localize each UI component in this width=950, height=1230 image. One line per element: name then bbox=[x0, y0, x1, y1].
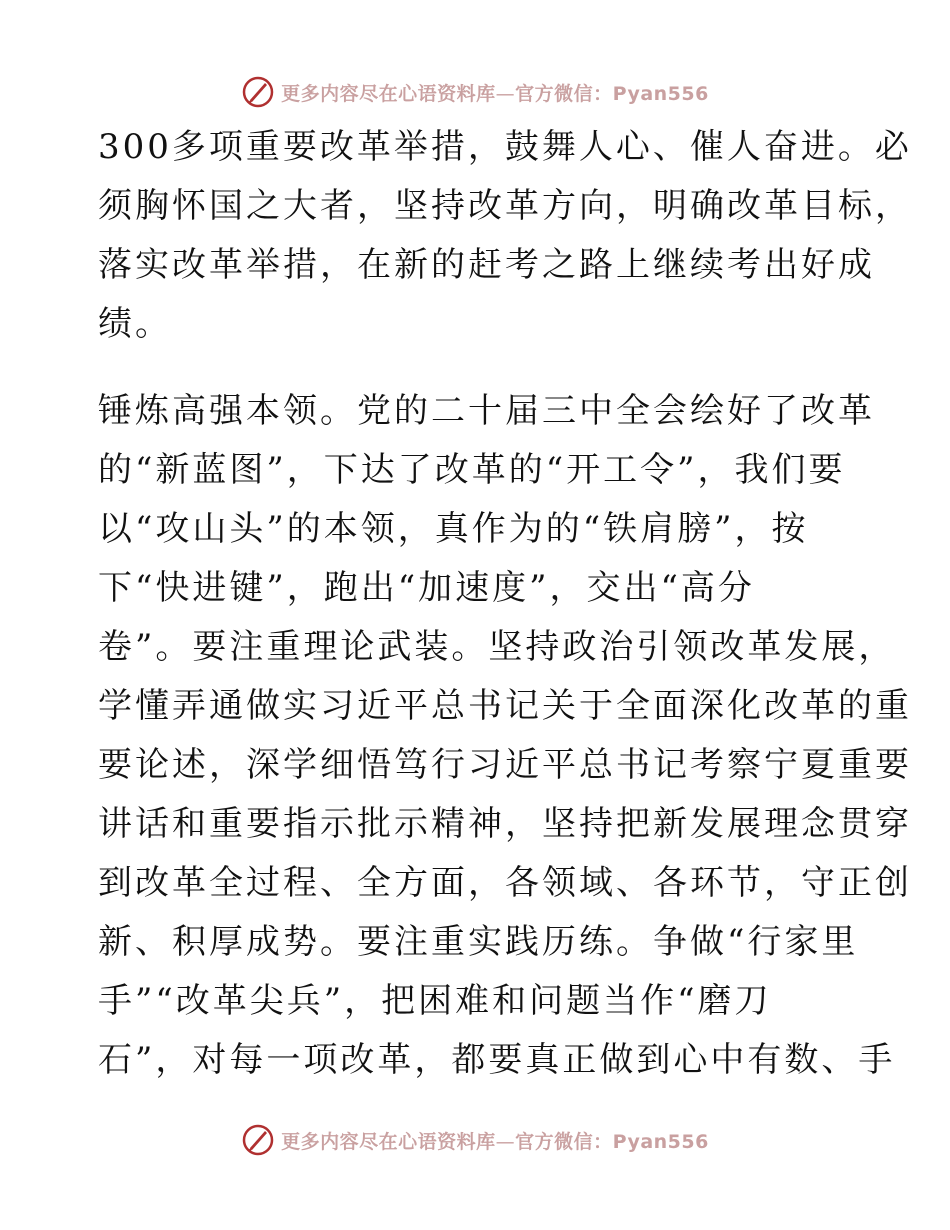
quill-logo-icon bbox=[241, 1123, 275, 1157]
text-line: 的“新蓝图”，下达了改革的“开工令”，我们要 bbox=[98, 450, 846, 490]
banner-text bbox=[281, 1127, 709, 1154]
banner-text bbox=[281, 79, 709, 106]
header-banner bbox=[0, 72, 950, 112]
text-line: 卷”。要注重理论武装。坚持政治引领改革发展， bbox=[98, 627, 896, 667]
text-line: 300多项重要改革举措，鼓舞人心、催人奋进。必 bbox=[98, 127, 912, 167]
text-line: 学懂弄通做实习近平总书记关于全面深化改革的重 bbox=[98, 686, 912, 726]
banner-separator: — bbox=[495, 82, 516, 105]
banner-wechat-id: Pyan556 bbox=[612, 82, 709, 105]
banner-main-text: 更多内容尽在心语资料库 bbox=[281, 82, 496, 105]
text-line: 新、积厚成势。要注重实践历练。争做“行家里 bbox=[98, 922, 859, 962]
text-line: 以“攻山头”的本领，真作为的“铁肩膀”，按 bbox=[98, 509, 809, 549]
banner-separator: — bbox=[495, 1130, 516, 1153]
paragraph-1 bbox=[98, 118, 912, 354]
text-line: 石”，对每一项改革，都要真正做到心中有数、手 bbox=[98, 1040, 896, 1080]
text-line: 到改革全过程、全方面，各领域、各环节，守正创 bbox=[98, 863, 912, 903]
document-body bbox=[98, 118, 912, 1090]
text-line: 要论述，深学细悟笃行习近平总书记考察宁夏重要 bbox=[98, 745, 912, 785]
text-line: 须胸怀国之大者，坚持改革方向，明确改革目标， bbox=[98, 186, 912, 226]
paragraph-gap bbox=[98, 354, 850, 382]
text-line: 下“快进键”，跑出“加速度”，交出“高分 bbox=[98, 568, 755, 608]
banner-main-text: 更多内容尽在心语资料库 bbox=[281, 1130, 496, 1153]
text-line: 锤炼高强本领。党的二十届三中全会绘好了改革 bbox=[98, 391, 875, 431]
banner-official-text: 官方微信： bbox=[515, 1130, 613, 1153]
text-line: 讲话和重要指示批示精神，坚持把新发展理念贯穿 bbox=[98, 804, 912, 844]
quill-logo-icon bbox=[241, 75, 275, 109]
text-line: 手”“改革尖兵”，把困难和问题当作“磨刀 bbox=[98, 981, 772, 1021]
footer-banner bbox=[0, 1120, 950, 1160]
banner-wechat-id: Pyan556 bbox=[612, 1130, 709, 1153]
text-line: 落实改革举措，在新的赶考之路上继续考出好成 bbox=[98, 245, 875, 285]
paragraph-2 bbox=[98, 382, 912, 1090]
banner-official-text: 官方微信： bbox=[515, 82, 613, 105]
text-line: 绩。 bbox=[98, 304, 172, 344]
